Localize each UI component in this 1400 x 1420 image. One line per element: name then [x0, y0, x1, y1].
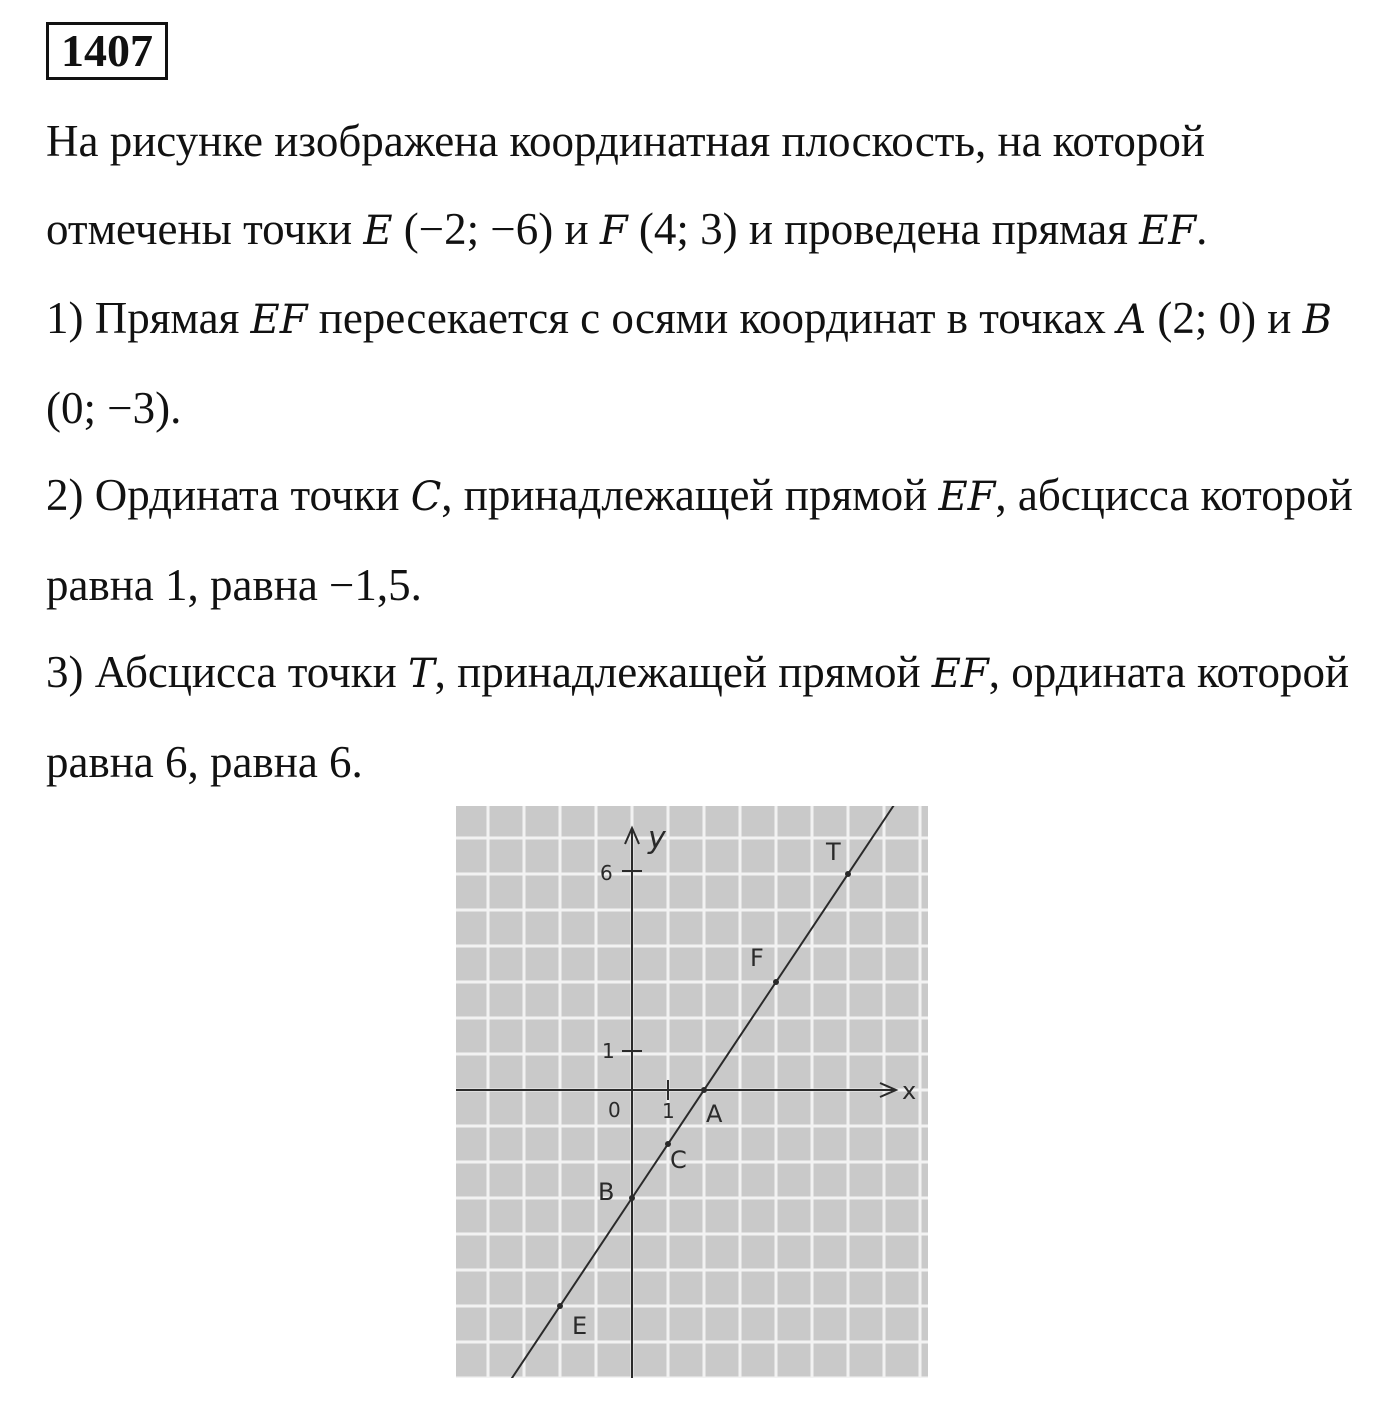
text-span: (−2; −6) и [392, 203, 600, 254]
point-a [701, 1087, 707, 1093]
line-ef-name: EF [1139, 207, 1197, 254]
text-span: 1) Прямая [46, 293, 251, 343]
tick-x-1-label: 1 [662, 1099, 675, 1123]
text-span: 3) Абсцисса точки [46, 647, 408, 697]
line-ef-name: EF [250, 297, 308, 343]
point-e-name: E [363, 207, 393, 254]
line-ef [507, 806, 912, 1378]
paragraph-item-2 [46, 452, 1366, 629]
problem-number: 1407 [46, 22, 168, 80]
text-span: (2; 0) и [1146, 293, 1303, 343]
point-e-label: E [572, 1312, 588, 1340]
point-f-name: F [599, 207, 628, 254]
text-span: 2) Ордината точки [46, 470, 411, 520]
point-f-label: F [750, 944, 764, 972]
point-e [557, 1303, 563, 1309]
text-span: пересекается с осями координат в точках [307, 293, 1118, 343]
text-span: . [1196, 203, 1208, 254]
coordinate-plane-figure [456, 806, 928, 1378]
point-f [773, 979, 779, 985]
point-a-name: A [1117, 297, 1147, 343]
line-ef-name: EF [931, 651, 989, 697]
point-t-label: T [826, 838, 841, 866]
point-c-label: C [670, 1146, 687, 1174]
text-span: , ордината которой равна 6, равна 6. [46, 647, 1350, 787]
origin-label: 0 [608, 1098, 621, 1122]
tick-y-1-label: 1 [602, 1039, 615, 1063]
paragraph-item-3 [46, 629, 1366, 806]
point-b-name: B [1302, 297, 1333, 343]
point-c-name: C [410, 474, 442, 520]
grid [456, 806, 928, 1378]
text-span: , абсцисса которой равна 1, равна −1,5. [46, 470, 1353, 610]
tick-y-6-label: 6 [600, 861, 613, 885]
problem-text [46, 98, 1366, 806]
paragraph-intro [46, 98, 1366, 275]
text-span: , принадлежащей прямой [434, 647, 932, 697]
point-t [845, 871, 851, 877]
coordinate-plane-svg [456, 806, 928, 1378]
text-span: (0; −3). [46, 382, 182, 433]
y-axis-label: y [648, 821, 666, 856]
point-b-label: B [598, 1178, 615, 1206]
text-span: , принадлежащей прямой [441, 470, 939, 520]
line-ef-name: EF [938, 474, 996, 520]
paragraph-item-1 [46, 275, 1366, 452]
point-b [629, 1195, 635, 1201]
point-a-label: A [706, 1100, 723, 1128]
text-span: (4; 3) и проведена прямая [627, 203, 1140, 254]
x-axis-label: x [902, 1077, 917, 1105]
point-t-name: T [407, 651, 435, 697]
text-span: На рисунке изображена координатная плоскость, на которой отмечены точки [46, 116, 1205, 254]
line-ef-layer [507, 806, 912, 1378]
